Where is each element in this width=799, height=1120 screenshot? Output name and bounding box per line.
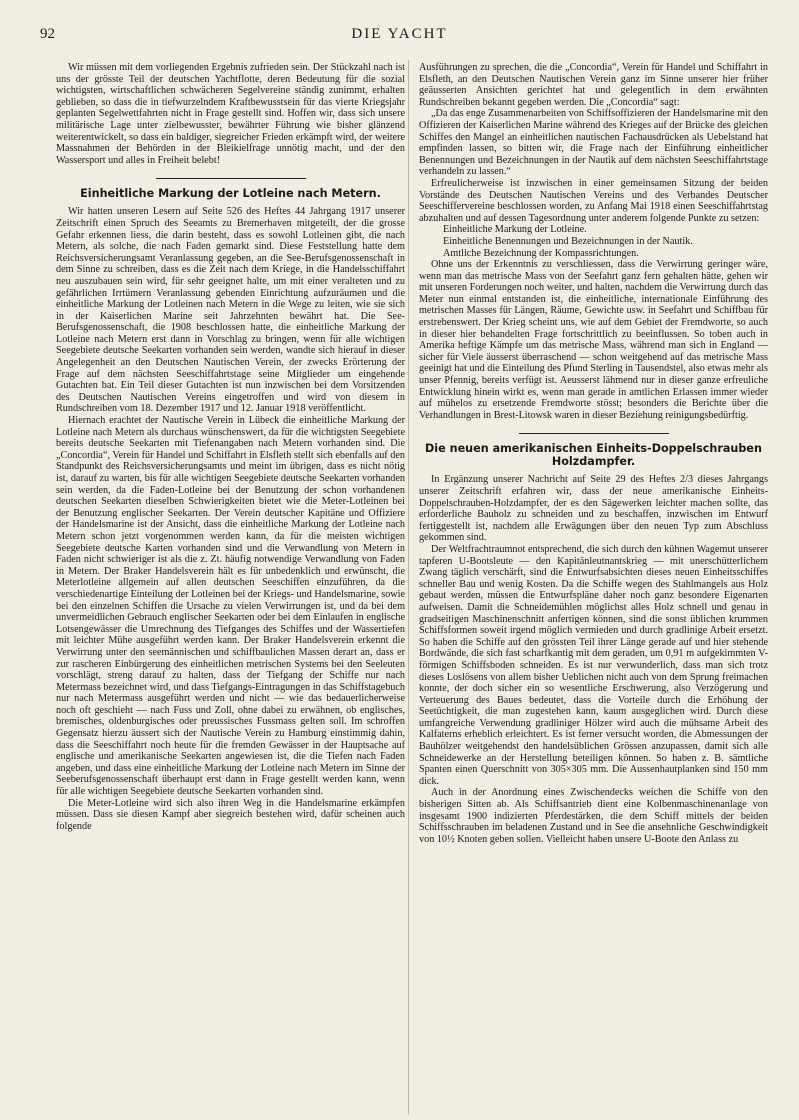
article-heading-holzdampfer: Die neuen amerikanischen Einheits-Doppelschrauben Holzdampfer. [425, 442, 762, 469]
paragraph: Wir hatten unseren Lesern auf Seite 526 des Heftes 44 Jahrgang 1917 unserer Zeitschrift einen Spruch des Seeamts zu Bremerhaven mitgeteilt, der die grosse Gefahr erkennen liess, die darin besteht, dass es sowohl Lotleinen gibt, die nach Metern, als solche, die nach Faden gemarkt sind. Diese Feststellung hatte dem Reichsversicherungsamt Veranlassung gegeben, an die See-Berufsgenossenschaft in dem Sinne zu schreiben, dass es die Zeit nach dem Kriege, in die Handelsschiffahrt neu auszubauen sein wird, für sehr geeignet halte, um mit einer veralteten und zu gefährlichen Irrtümern Veranlassung gebenden Einrichtung aufzuräumen und die einheitliche Markung der Lotleinen nach Metern in die Wege zu leiten, wie sie sich in der Kaiserlichen Marine seit Jahrzehnten bewährt hat. Die See-Berufsgenossenschaft, die 1908 beschlossen hatte, die einheitliche Markung der Lotleine nach Metern erst dann in Vorschlag zu bringen, wenn für alle wichtigen Seegebiete deutsche Seekarten vorhanden sein werden, wandte sich hierauf in dieser Angelegenheit an den Deutschen Nautischen Verein, der zwecks Erörterung der Frage auf dem nächsten Seeschiffahrtstage seine Mitglieder um eingehende Gutachten bat. Ein Teil dieser Gutachten ist nun inzwischen bei dem Vorsitzenden des Deutschen Nautischen Vereins eingetroffen und wird von diesem in Rundschreiben vom 18. Dezember 1917 und 12. Januar 1918 veröffentlicht. [56, 206, 405, 415]
list-item: Einheitliche Markung der Lotleine. [443, 224, 587, 236]
page-header [40, 26, 759, 48]
section-rule [156, 178, 306, 179]
right-column [419, 62, 768, 1112]
intro-paragraph: Wir müssen mit dem vorliegenden Ergebnis zufrieden sein. Der Stückzahl nach ist uns der grösste Teil der deutschen Yachtflotte, deren Bedeutung für die sozial wichtigsten, wirtschaftlichen schwächeren Segelvereine ständig zunimmt, erhalten geblieben, so dass die in tiefwurzelndem Kraftbewusstsein für das vierte Kriegsjahr geplanten Segelwettfahrten nicht in Frage gestellt sind. Hoffen wir, dass sich unsere militärische Lage unter zielbewusster, bewährter Führung wie bisher glänzend weiterentwickelt, so dass ein baldiger, siegreicher Frieden erkämpft wird, der weitere Massnahmen der Behörden in der Bleikielfrage unnötig macht, und der den Wassersport und alles in Freiheit belebt! [56, 62, 405, 166]
list-item: Einheitliche Benennungen und Bezeichnungen in der Nautik. [443, 235, 693, 247]
article-heading-lotleine: Einheitliche Markung der Lotleine nach Metern. [80, 187, 381, 201]
paragraph: Auch in der Anordnung eines Zwischendecks weichen die Schiffe von den bisherigen Sitten ab. Als Schiffsantrieb dient eine Kolbenmaschinenanlage von insgesamt 1900 indizierten Pferdestärken, die dem Schiff mittels der beiden Schiffsschrauben im beladenen Zustand und in See die ansehnliche Geschwindigkeit von 10½ Knoten geben sollen. Vielleicht haben unsere U-Boote den Anlass zu [419, 787, 768, 845]
paragraph: Ausführungen zu sprechen, die die „Concordia“, Verein für Handel und Schiffahrt in Elsfleth, an den Deutschen Nautischen Verein ganz im Sinne unserer hier früher geäusserten Ansichten gerichtet hat und gelegentlich in dem erwähnten Rundschreiben bekannt gegeben werden. Die „Concordia“ sagt: [419, 62, 768, 108]
paragraph: Erfreulicherweise ist inzwischen in einer gemeinsamen Sitzung der beiden Vorstände des Deutschen Nautischen Vereins und des Verbandes Deutscher Seeschiffervereine beschlossen worden, zu Anfang Mai 1918 einen Seeschiffahrtstag abzuhalten und auf dessen Tagesordnung unter anderem folgende Punkte zu setzen: [419, 177, 768, 224]
paragraph: In Ergänzung unserer Nachricht auf Seite 29 des Heftes 2/3 dieses Jahrgangs unserer Zeitschrift erfahren wir, dass der neue amerikanische Einheits-Doppelschrauben-Holzdampfer, der es den Sägewerken leichter machen sollte, das erforderliche Bauholz zu schneiden und zu beschaffen, inzwischen im Entwurf fertiggestellt ist, nachdem alle Erwägungen über den neuen Typ zum Abschluss gekommen sind. [419, 474, 768, 544]
paragraph: Die Meter-Lotleine wird sich also ihren Weg in die Handelsmarine erkämpfen müssen. Dass sie diesen Kampf aber siegreich bestehen wird, dafür scheinen auch folgende [56, 797, 405, 832]
column-divider [408, 60, 409, 1115]
agenda-list [419, 224, 768, 259]
page-number: 92 [40, 26, 55, 42]
paragraph: Hiernach erachtet der Nautische Verein in Lübeck die einheitliche Markung der Lotleine nach Metern als durchaus wünschenswert, da für die wichtigsten Seegebiete bereits deutsche Seekarten mit Tiefenangaben nach Metern vorhanden sind. Die „Concordia“, Verein für Handel und Schiffahrt in Elsfleth stellt sich ebenfalls auf den Standpunkt des Reichsversicherungsamts und meint im übrigen, dass es nicht nötig ist, darauf zu warten, bis für alle wichtigen Seegebiete deutsche Seekarten vorhanden sein werden, da die Faden-Lotleine bei der Benutzung der schon vorhandenen deutschen Seekarten dieselben Schwierigkeiten bietet wie die Meter-Lotleinen bei der Benutzung englischer Seekarten. Der Verein deutscher Kapitäne und Offiziere der Handelsmarine ist der Ansicht, dass die einheitliche Markung der Lotleine nach Metern schon jetzt vorgenommen werden kann, da für die meisten wichtigen Seegebiete deutsche Karten vorhanden sind und die Verwandlung von Metern in Faden nicht schwieriger ist als die z. Zt. häufig notwendige Verwandlung von Faden in Metern. Der Braker Handelsverein hält es für unbedenklich und erwünscht, die Meterlotleine allgemein auf allen deutschen Seeschiffen einzuführen, da die verschiedenartige Einteilung der Lotleinen bei der Kriegs- und Handelsmarine, sowie bei den einzelnen Schiffen die Ursache zu vielen Verwirrungen ist, und da bei dem unvermeidlichen Gebrauch englischer Seekarten oder bei dem Einlaufen in englische Lotsengewässer die Umrechnung des Tiefganges des Schiffes und der Wassertiefen mit leichter Mühe ausgeführt werden kann. Der Braker Handelsverein erkennt die Verwirrung unter den seemännischen und schiffbaulichen Massen derart an, dass er zur rascheren Einbürgerung des einheitlichen metrischen Systems bei den Seeleuten vorschlägt, streng darauf zu halten, dass der Tiefgang der Schiffe nur nach Metermass bezeichnet wird, und dass Tiefgangs-Eintragungen in das Schiffstagebuch nur nach Metermass ausgeführt werden und nicht — wie das bedauerlicherweise noch oft geschieht — nach Fuss und Zoll, ohne dabei zu erwähnen, ob englisches, bremisches, oldenburgisches oder preussisches Fussmass gelten soll. Im schroffen Gegensatz hierzu äussert sich der Nautische Verein zu Hamburg einstimmig dahin, dass die Seeschiffahrt noch heute für die fremden Gewässer in der Hauptsache auf englische und amerikanische Seekarten angewiesen ist, die die Tiefen nach Faden angeben, und dass eine einheitliche Markung der Lotleine nach Metern im Sinne der Seeberufsgenossenschaft überhaupt erst dann in Frage gestellt werden kann, wenn für alle wichtigen Seegebiete deutsche Seekarten vorhanden sind. [56, 415, 405, 798]
journal-title: DIE YACHT [351, 26, 448, 42]
paragraph: Ohne uns der Erkenntnis zu verschliessen, dass die Verwirrung geringer wäre, wenn man das metrische Mass von der Seefahrt ganz fern gehalten hätte, gehen wir mit unseren Forderungen noch weiter, und halten, nachdem die Verwirrung durch das Meter nun einmal entstanden ist, die einheitliche, internationale Einführung des metrischen Masses für Längen, Räume, Gewichte usw. in Seefahrt und Schiffbau für erstrebenswert. Der Krieg scheint uns, wie auf dem Gebiet der Fremdworte, so auch in dieser hier behandelten Frage fortschrittlich zu beeinflussen. So toben auch in Amerika heftige Kämpfe um das metrische Mass, während man sich in England — sicher für Viele äusserst überraschend — schon weitgehend auf das metrische Mass geeinigt hat und die Einteilung des Pfund Sterling in Tausendstel, also etwas mehr als unser Pfennig, bereits verfügt ist. Aeusserst lähmend nur in dieser ganze erfreuliche Entwicklung hinein wirkt es, wenn man gerade in amtlichen Erlassen immer wieder auf mühelos zu ersetzende Fremdworte stösst; besonders die Berichte über die Verhandlungen in Brest-Litowsk waren in dieser Beziehung reinigungsbedürftig. [419, 259, 768, 421]
list-item: Amtliche Bezeichnung der Kompassrichtungen. [443, 247, 639, 259]
left-column [56, 62, 405, 1112]
quote-paragraph: „Da das enge Zusammenarbeiten von Schiffsoffizieren der Handelsmarine mit den Offizieren der Kaiserlichen Marine während des Krieges auf der Brücke des gleichen Schiffes den Mangel an einheitlichen nautischen Fachausdrücken als Uebelstand hat empfinden lassen, so bitten wir, die Frage nach der Einführung einheitlicher Benennungen und Bezeichnungen in der Nautik auf dem nächsten Seeschiffahrtstage verhandeln zu lassen.“ [419, 108, 768, 178]
section-rule [519, 433, 669, 434]
paragraph: Der Weltfrachtraumnot entsprechend, die sich durch den kühnen Wagemut unserer tapferen U-Bootsleute — den Kapitänleutnantskrieg — mit unerschütterlichem Zwang täglich verschärft, sind die Entwurfsabsichten dieses neuen Einheitsschiffes schneller Bau und wenig Kosten. Da die Schiffe wegen des Stahlmangels aus Holz gebaut werden, müssen die Entwurfspläne daher noch ganz besondere Eigenarten aufweisen. Damit die Schneidemühlen möglichst alles Holz schnell und genau in gradseitigen Maschinenschnitt anfertigen können, sind die sonst üblichen krummen Schiffsformen soweit irgend möglich vermieden und durch gradlinige Arbeit ersetzt. So haben die Schiffe auf den grössten Teil ihrer Länge gerade auf und hier stehende Bordwände, die sich fast scharfkantig mit dem geraden, um 0,91 m aufgekimmten V-förmigen Schiffsboden schneiden. Es ist nur verwunderlich, dass man sich trotz dieses Loslösens von allem bisher Ueblichen nicht auch von dem Sprung freimachen konnte, der doch sicher ein so wesentliche Erschwerung, also Verzögerung und Verteuerung des Baues bedeutet, dass die Vorteile durch die Erhöhung der Seetüchtigkeit, die man zugestehen kann, kaum ausgeglichen wird. Durch diese umfangreiche Verwendung gradliniger Hölzer wird auch die mühsame Arbeit des Kalfaterns erheblich erleichtert. Es ist ferner versucht worden, die Abmessungen der Bauhölzer weitgehendst den handelsüblichen Grössen anzupassen, damit sich alle Schneidewerke an der Herstellung beteiligen können. So haben z. B. sämtliche Spanten einen Querschnitt von 305×305 mm. Die Aussenhautplanken sind 150 mm dick. [419, 543, 768, 787]
